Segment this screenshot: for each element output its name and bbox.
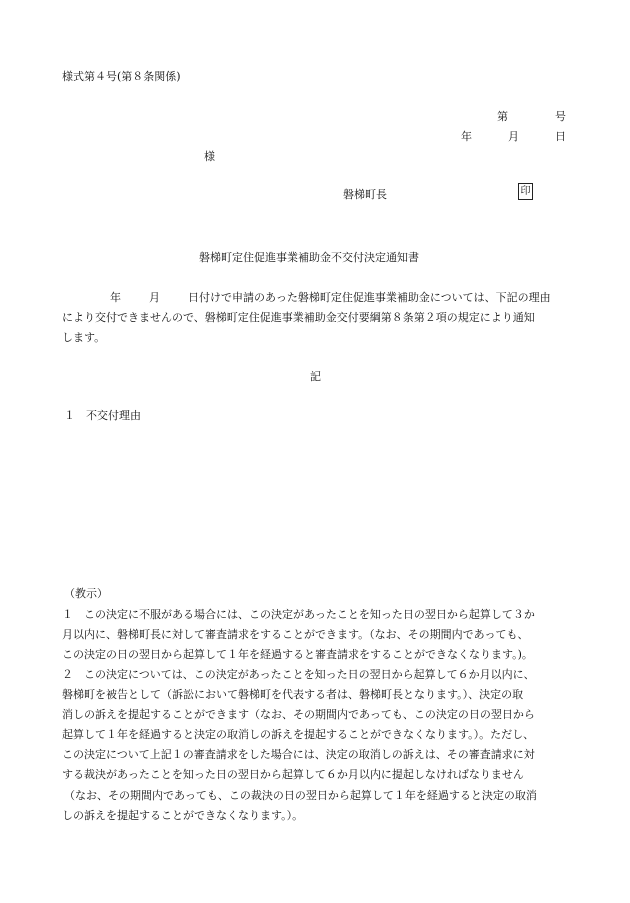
date-year: 年 bbox=[461, 130, 472, 143]
instructions-line: この決定について上記１の審査請求をした場合には、決定の取消しの訴えは、その審査請求に対 bbox=[62, 748, 535, 761]
form-number: 様式第４号(第８条関係) bbox=[62, 70, 181, 83]
instructions-line: 消しの訴えを提起することができます（なお、その期間内であっても、この決定の日の翌日から bbox=[62, 708, 535, 721]
body-line-1 bbox=[110, 289, 551, 305]
date-month: 月 bbox=[508, 130, 519, 143]
body-line-1-text: 日付けで申請のあった磐梯町定住促進事業補助金については、下記の理由 bbox=[188, 291, 551, 304]
instructions-line: 起算して１年を経過すると決定の取消しの訴えを提起することができなくなります。）。ただし、 bbox=[62, 728, 535, 741]
body-line-2: により交付できませんので、磐梯町定住促進事業補助金交付要綱第８条第２項の規定により通知 bbox=[62, 311, 535, 324]
instructions-heading: （教示） bbox=[64, 587, 108, 600]
addressee-honorific: 様 bbox=[204, 150, 215, 163]
document-title: 磐梯町定住促進事業補助金不交付決定通知書 bbox=[199, 251, 419, 264]
instructions-line: する裁決があったことを知った日の翌日から起算して６か月以内に提起しなければなりません bbox=[62, 768, 524, 781]
body-year: 年 bbox=[110, 291, 121, 304]
number-prefix: 第 bbox=[497, 110, 508, 123]
ki-heading: 記 bbox=[310, 370, 321, 383]
seal-mark: 印 bbox=[518, 183, 533, 200]
body-line-3: します。 bbox=[62, 331, 106, 344]
instructions-line: ２ この決定については、この決定があったことを知った日の翌日から起算して６か月以内に、 bbox=[62, 668, 535, 681]
date-day: 日 bbox=[555, 130, 566, 143]
instructions-line: （なお、その期間内であっても、この裁決の日の翌日から起算して１年を経過すると決定の取消 bbox=[64, 789, 537, 802]
section-1-heading: １ 不交付理由 bbox=[64, 409, 141, 422]
instructions-line: この決定の日の翌日から起算して１年を経過すると審査請求をすることができなくなります。)。 bbox=[62, 648, 533, 661]
instructions-line: しの訴えを提起することができなくなります。）。 bbox=[62, 809, 304, 822]
instructions-line: １ この決定に不服がある場合には、この決定があったことを知った日の翌日から起算して３か bbox=[62, 608, 535, 621]
instructions-line: 月以内に、磐梯町長に対して審査請求をすることができます。（なお、その期間内であっても、 bbox=[62, 628, 529, 641]
number-suffix: 号 bbox=[555, 110, 566, 123]
instructions-line: 磐梯町を被告として（訴訟において磐梯町を代表する者は、磐梯町長となります。）、決定の取 bbox=[62, 688, 524, 701]
sender-title: 磐梯町長 bbox=[343, 188, 387, 201]
body-month: 月 bbox=[149, 291, 160, 304]
